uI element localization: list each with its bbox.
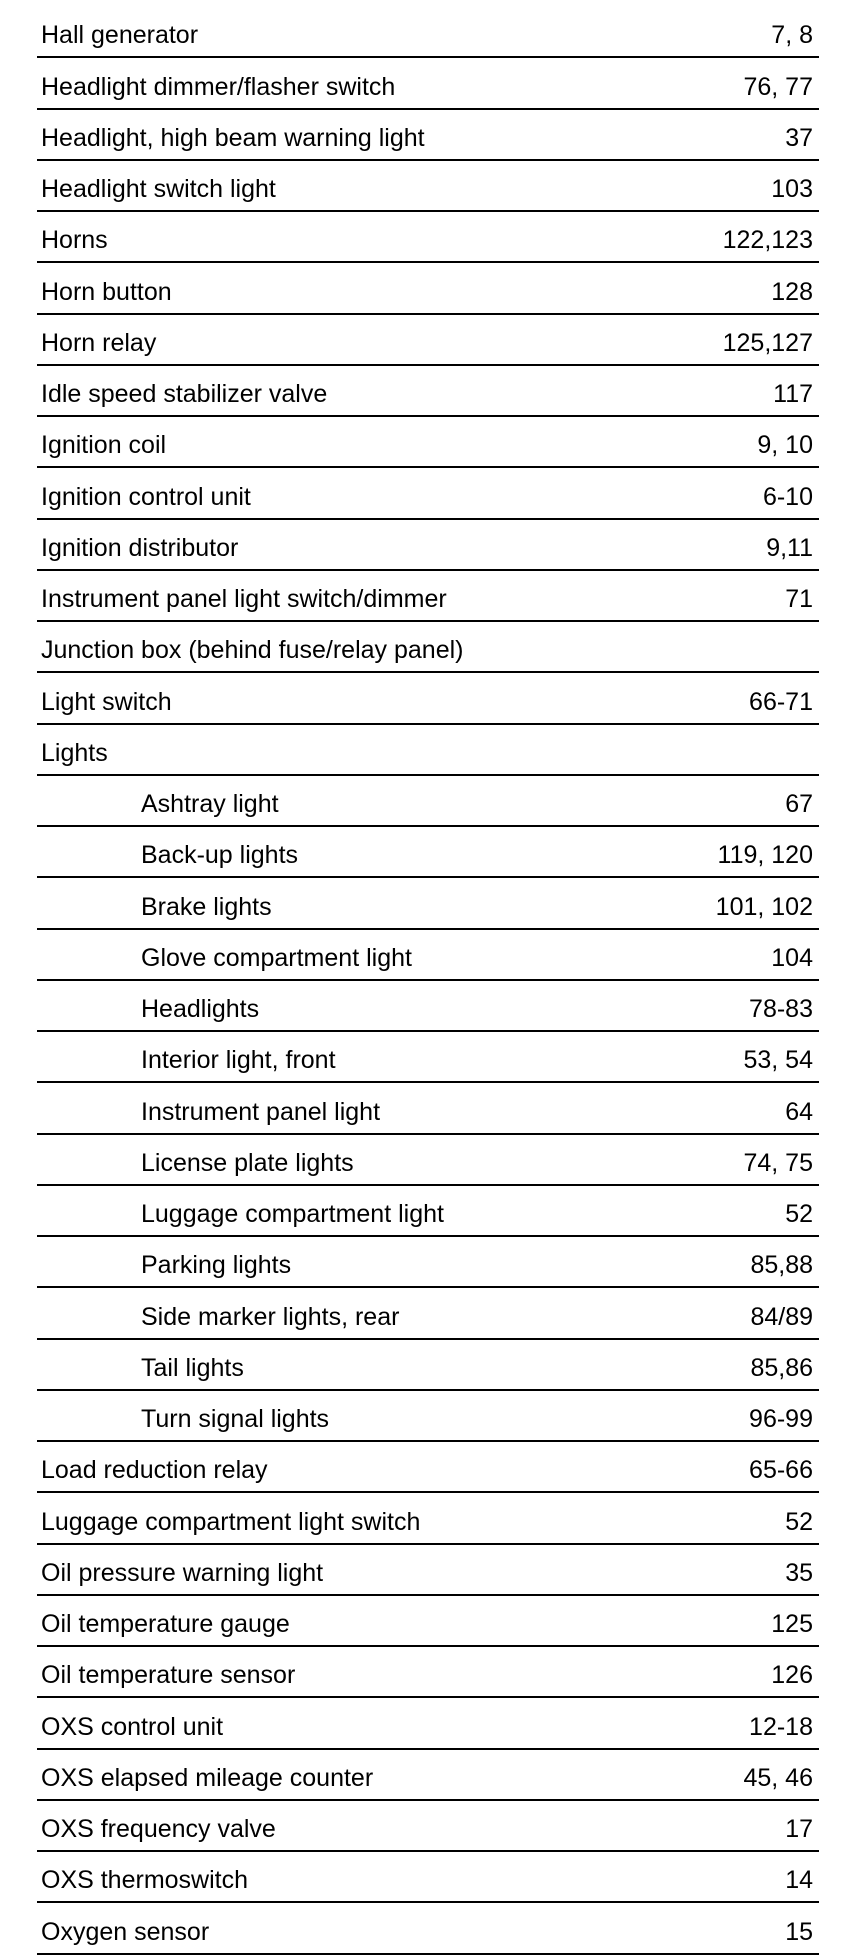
page-numbers: 125 <box>771 1610 813 1638</box>
index-row <box>37 520 819 571</box>
index-row <box>37 1647 819 1698</box>
component-name: Parking lights <box>141 1251 292 1280</box>
page-numbers: 17 <box>785 1815 813 1843</box>
index-row <box>37 1852 819 1903</box>
index-row <box>37 622 819 673</box>
page-numbers: 37 <box>785 123 813 152</box>
index-row <box>37 1903 819 1954</box>
page-numbers: 126 <box>771 1661 813 1690</box>
page-numbers: 74, 75 <box>743 1148 813 1177</box>
component-name: Horn relay <box>41 328 157 357</box>
page-numbers: 119, 120 <box>717 841 813 870</box>
component-name: OXS frequency valve <box>41 1815 276 1843</box>
component-name: Oil temperature gauge <box>41 1610 290 1638</box>
page-numbers: 125,127 <box>722 328 813 357</box>
page-numbers: 9, 10 <box>757 431 813 460</box>
page-numbers: 6-10 <box>762 482 813 511</box>
index-row <box>37 1032 819 1083</box>
page-numbers: 84/89 <box>750 1302 813 1331</box>
component-name: Lights <box>41 738 108 767</box>
index-row <box>37 1442 819 1493</box>
component-name: Brake lights <box>141 892 272 921</box>
component-name: Ignition coil <box>41 431 167 460</box>
component-name: Oxygen sensor <box>41 1917 210 1946</box>
index-row <box>37 1493 819 1544</box>
page-numbers: 15 <box>785 1917 813 1946</box>
page-numbers: 9,11 <box>766 533 813 562</box>
page-numbers: 104 <box>771 943 813 972</box>
page-numbers: 14 <box>785 1866 813 1895</box>
component-name: Load reduction relay <box>41 1456 268 1485</box>
index-row <box>37 468 819 519</box>
component-name: Ignition distributor <box>41 533 239 562</box>
index-row <box>37 315 819 366</box>
page-numbers: 12-18 <box>749 1712 813 1741</box>
index-row <box>37 981 819 1032</box>
component-name: Ignition control unit <box>41 482 251 511</box>
index-row <box>37 110 819 161</box>
component-name: Instrument panel light <box>141 1097 381 1126</box>
index-row <box>37 1288 819 1339</box>
page-numbers: 122,123 <box>722 226 813 255</box>
component-name: Luggage compartment light <box>141 1200 444 1228</box>
index-row <box>37 161 819 212</box>
component-name: Instrument panel light switch/dimmer <box>41 585 447 613</box>
index-row <box>37 571 819 622</box>
index-row <box>37 366 819 417</box>
page-numbers: 65-66 <box>749 1456 813 1485</box>
page-numbers: 7, 8 <box>771 21 813 50</box>
index-row <box>37 1340 819 1391</box>
component-name: Idle speed stabilizer valve <box>41 380 328 408</box>
page-numbers: 64 <box>785 1097 813 1126</box>
index-row <box>37 263 819 314</box>
component-name: Glove compartment light <box>141 943 412 972</box>
page-numbers: 66-71 <box>749 687 813 716</box>
component-name: OXS control unit <box>41 1712 224 1741</box>
page-numbers: 35 <box>785 1558 813 1587</box>
page-numbers: 117 <box>773 380 813 408</box>
index-row <box>37 930 819 981</box>
page-numbers: 78-83 <box>749 995 813 1023</box>
component-index-table <box>37 7 819 1955</box>
page-numbers: 52 <box>785 1507 813 1536</box>
page-numbers: 103 <box>771 175 813 203</box>
index-row <box>37 1801 819 1852</box>
page-numbers: 67 <box>785 790 813 818</box>
index-row <box>37 776 819 827</box>
component-name: OXS thermoswitch <box>41 1866 249 1895</box>
index-row <box>37 673 819 724</box>
index-row <box>37 212 819 263</box>
component-name: Side marker lights, rear <box>141 1302 400 1331</box>
page-numbers: 85,86 <box>750 1353 813 1382</box>
component-name: Horns <box>41 226 108 255</box>
component-name: Turn signal lights <box>141 1405 330 1433</box>
component-name: Tail lights <box>141 1353 244 1382</box>
component-name: OXS elapsed mileage counter <box>41 1763 374 1792</box>
component-name: Interior light, front <box>141 1046 336 1075</box>
component-name: Headlights <box>141 995 260 1023</box>
index-row <box>37 58 819 109</box>
index-row <box>37 1391 819 1442</box>
page-numbers: 96-99 <box>749 1405 813 1433</box>
component-name: License plate lights <box>141 1148 354 1177</box>
index-row <box>37 1237 819 1288</box>
page-numbers: 76, 77 <box>743 72 813 101</box>
component-name: Oil temperature sensor <box>41 1661 296 1690</box>
page-numbers: 53, 54 <box>743 1046 813 1075</box>
component-name: Luggage compartment light switch <box>41 1507 421 1536</box>
page-numbers: 128 <box>771 277 813 306</box>
index-row <box>37 1083 819 1134</box>
index-row <box>37 878 819 929</box>
component-name: Headlight, high beam warning light <box>41 123 425 152</box>
page-numbers: 85,88 <box>750 1251 813 1280</box>
component-name: Hall generator <box>41 21 199 50</box>
component-name: Back-up lights <box>141 841 299 870</box>
index-row <box>37 1186 819 1237</box>
page-numbers: 101, 102 <box>715 892 813 921</box>
index-row <box>37 827 819 878</box>
component-name: Light switch <box>41 687 172 716</box>
component-name: Oil pressure warning light <box>41 1558 324 1587</box>
component-name: Headlight dimmer/flasher switch <box>41 72 396 101</box>
component-name: Horn button <box>41 277 172 306</box>
index-row <box>37 1135 819 1186</box>
component-name: Junction box (behind fuse/relay panel) <box>41 636 464 665</box>
component-name: Headlight switch light <box>41 175 276 203</box>
index-row <box>37 1596 819 1647</box>
index-row <box>37 1545 819 1596</box>
index-row <box>37 1750 819 1801</box>
component-name: Ashtray light <box>141 790 279 818</box>
index-row <box>37 7 819 58</box>
page-numbers: 71 <box>785 585 813 613</box>
page-numbers: 45, 46 <box>743 1763 813 1792</box>
page-numbers: 52 <box>785 1200 813 1228</box>
index-row <box>37 725 819 776</box>
index-row <box>37 1698 819 1749</box>
index-row <box>37 417 819 468</box>
